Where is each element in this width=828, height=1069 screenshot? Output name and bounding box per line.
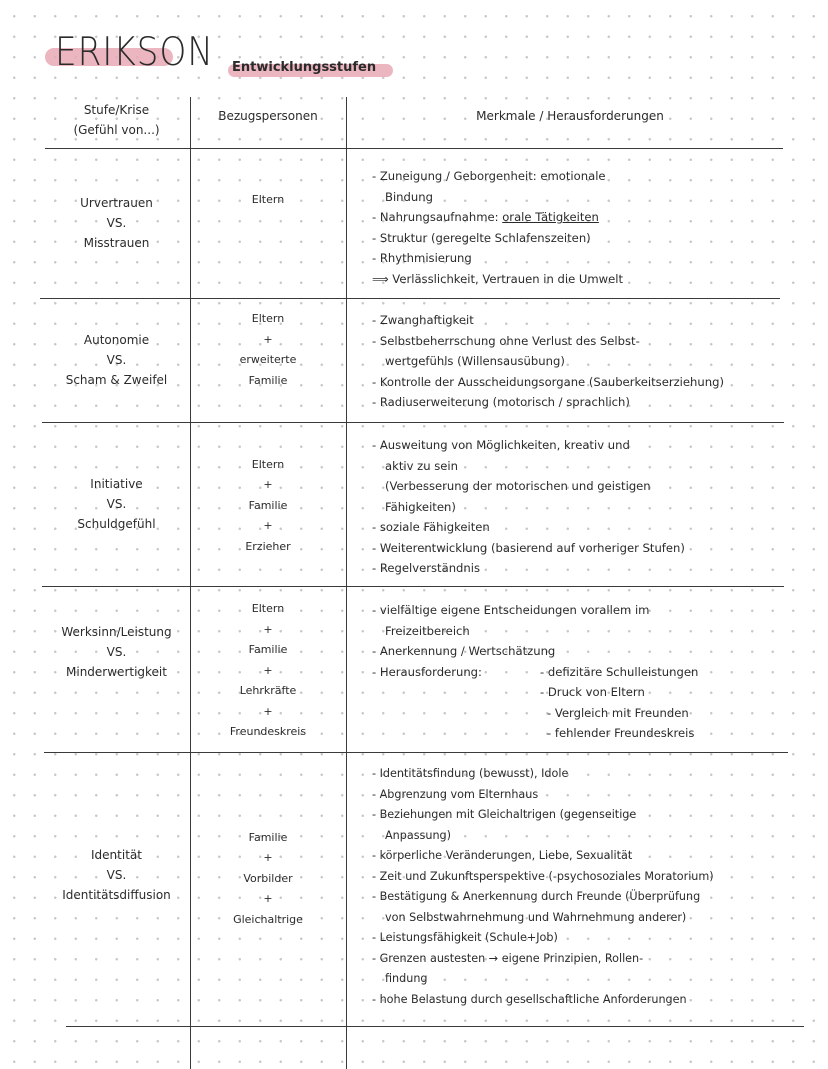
trait-subitem: - defizitäre Schulleistungen bbox=[540, 664, 699, 679]
row2-people bbox=[192, 304, 344, 396]
person: Vorbilder bbox=[243, 871, 293, 885]
trait-line: - Zuneigung / Geborgenheit: emotionale bbox=[372, 169, 606, 183]
row3-traits bbox=[372, 435, 818, 579]
person: Eltern bbox=[251, 192, 285, 206]
row5-people bbox=[192, 826, 344, 932]
plus: + bbox=[263, 519, 273, 533]
trait-line: - Grenzen austesten → eigene Prinzipien, Rollen- bbox=[372, 951, 644, 965]
row-divider-1 bbox=[40, 298, 780, 299]
person: erweiterte bbox=[239, 353, 297, 366]
trait-line: - Leistungsfähigkeit (Schule+Job) bbox=[372, 931, 558, 944]
row-divider-4 bbox=[44, 752, 788, 753]
trait-line: - Struktur (geregelte Schlafenszeiten) bbox=[372, 230, 591, 245]
trait-line: wertgefühls (Willensausübung) bbox=[385, 354, 565, 368]
trait-underlined: orale Tätigkeiten bbox=[502, 210, 599, 224]
plus: + bbox=[263, 622, 273, 636]
header-stage-line2: (Gefühl von...) bbox=[73, 123, 160, 137]
trait-line: - Ausweitung von Möglichkeiten, kreativ und bbox=[372, 438, 630, 452]
row4-traits bbox=[372, 600, 818, 744]
person: Eltern bbox=[251, 457, 285, 471]
plus: + bbox=[263, 704, 273, 718]
trait-line: - Radiuserweiterung (motorisch / sprachlich) bbox=[372, 395, 630, 409]
trait-line bbox=[372, 662, 818, 683]
stage-crisis: Schuldgefühl bbox=[77, 517, 156, 531]
row1-traits bbox=[372, 166, 818, 289]
stage-vs: VS. bbox=[106, 868, 127, 882]
trait-line: (Verbesserung der motorischen und geistigen bbox=[385, 479, 651, 493]
row2-stage bbox=[45, 300, 188, 420]
row1-stage bbox=[45, 150, 188, 296]
page-title: ERIKSON bbox=[55, 30, 214, 75]
trait-subitem: - Druck von Eltern bbox=[540, 685, 645, 699]
trait-line: - Bestätigung & Anerkennung durch Freunde (Überprüfung bbox=[372, 890, 701, 903]
row4-people bbox=[192, 598, 344, 744]
trait-line: Fähigkeiten) bbox=[385, 499, 456, 514]
header-traits: Merkmale / Herausforderungen bbox=[476, 109, 664, 123]
trait-line bbox=[372, 207, 818, 228]
person: Familie bbox=[248, 643, 288, 657]
page-subtitle: Entwicklungsstufen bbox=[232, 60, 377, 75]
row5-stage bbox=[45, 800, 188, 950]
person: Lehrkräfte bbox=[239, 684, 297, 698]
stage-name: Werksinn/Leistung bbox=[61, 625, 172, 639]
trait-line: - vielfältige eigene Entscheidungen vorallem im bbox=[372, 603, 650, 617]
trait-line: - Beziehungen mit Gleichaltrigen (gegenseitige bbox=[372, 808, 637, 821]
header-stage-line1: Stufe/Krise bbox=[83, 103, 150, 117]
trait-line: Freizeitbereich bbox=[385, 623, 470, 638]
trait-line: von Selbstwahrnehmung und Wahrnehmung anderer) bbox=[385, 910, 687, 924]
stage-name: Initiative bbox=[90, 477, 143, 491]
person: Gleichaltrige bbox=[233, 912, 303, 926]
trait-text: - Nahrungsaufnahme: bbox=[372, 210, 503, 224]
trait-line: ⟹ Verlässlichkeit, Vertrauen in die Umwelt bbox=[372, 271, 624, 286]
row-divider-2 bbox=[42, 422, 784, 423]
person: Eltern bbox=[251, 602, 285, 616]
person: Familie bbox=[248, 373, 288, 387]
person: Familie bbox=[248, 830, 288, 844]
trait-subitem: - fehlender Freundeskreis bbox=[547, 726, 695, 740]
trait-line: - Identitätsfindung (bewusst), Idole bbox=[372, 767, 569, 780]
trait-line: - Regelverständnis bbox=[372, 561, 481, 575]
trait-line: - Kontrolle der Ausscheidungsorgane (Sauberkeitserziehung) bbox=[372, 374, 724, 389]
person: Eltern bbox=[251, 312, 285, 325]
row-divider-3 bbox=[42, 586, 784, 587]
header-divider bbox=[45, 148, 783, 149]
trait-line: - hohe Belastung durch gesellschaftliche Anforderungen bbox=[372, 992, 687, 1006]
column-divider-2 bbox=[346, 97, 347, 1069]
plus: + bbox=[263, 663, 273, 677]
trait-line: Bindung bbox=[385, 189, 433, 204]
trait-line: - Rhythmisierung bbox=[372, 251, 472, 265]
header-people: Bezugspersonen bbox=[218, 109, 318, 123]
stage-vs: VS. bbox=[106, 353, 127, 367]
column-divider-1 bbox=[190, 97, 191, 1069]
bottom-line bbox=[66, 1026, 804, 1027]
row3-people bbox=[192, 450, 344, 562]
trait-line: aktiv zu sein bbox=[385, 458, 458, 473]
plus: + bbox=[263, 892, 273, 906]
stage-vs: VS. bbox=[106, 216, 127, 230]
trait-line: Anpassung) bbox=[385, 828, 452, 842]
stage-crisis: Minderwertigkeit bbox=[66, 665, 167, 679]
stage-crisis: Misstrauen bbox=[83, 236, 150, 250]
stage-crisis: Scham & Zweifel bbox=[65, 373, 168, 387]
row1-people bbox=[192, 150, 344, 250]
trait-text: - Herausforderung: bbox=[372, 664, 482, 679]
plus: + bbox=[263, 478, 273, 492]
trait-line: - Anerkennung / Wertschätzung bbox=[372, 644, 556, 658]
stage-name: Autonomie bbox=[83, 333, 150, 347]
person: Erzieher bbox=[245, 539, 291, 553]
stage-crisis: Identitätsdiffusion bbox=[62, 888, 171, 902]
trait-line: - Zwanghaftigkeit bbox=[372, 313, 474, 327]
trait-line: - soziale Fähigkeiten bbox=[372, 520, 490, 534]
trait-line: - Abgrenzung vom Elternhaus bbox=[372, 787, 539, 801]
trait-line: - Zeit und Zukunftsperspektive (-psychosoziales Moratorium) bbox=[372, 869, 714, 883]
trait-subitem: - Vergleich mit Freunden bbox=[547, 705, 689, 720]
trait-line: - körperliche Veränderungen, Liebe, Sexualität bbox=[372, 849, 633, 862]
row2-traits bbox=[372, 310, 818, 413]
trait-line: findung bbox=[385, 972, 428, 985]
row3-stage bbox=[45, 424, 188, 584]
header-stage bbox=[45, 100, 188, 140]
row5-traits bbox=[372, 764, 818, 1010]
trait-line: - Weiterentwicklung (basierend auf vorheriger Stufen) bbox=[372, 540, 685, 555]
plus: + bbox=[263, 851, 273, 865]
stage-vs: VS. bbox=[106, 497, 127, 511]
stage-name: Urvertrauen bbox=[80, 196, 153, 210]
person: Freundeskreis bbox=[229, 725, 307, 739]
stage-vs: VS. bbox=[106, 645, 127, 659]
stage-name: Identität bbox=[91, 848, 142, 862]
person: Familie bbox=[248, 498, 288, 512]
row4-stage bbox=[45, 590, 188, 714]
trait-line: - Selbstbeherrschung ohne Verlust des Selbst- bbox=[372, 333, 640, 348]
plus: + bbox=[263, 332, 273, 346]
